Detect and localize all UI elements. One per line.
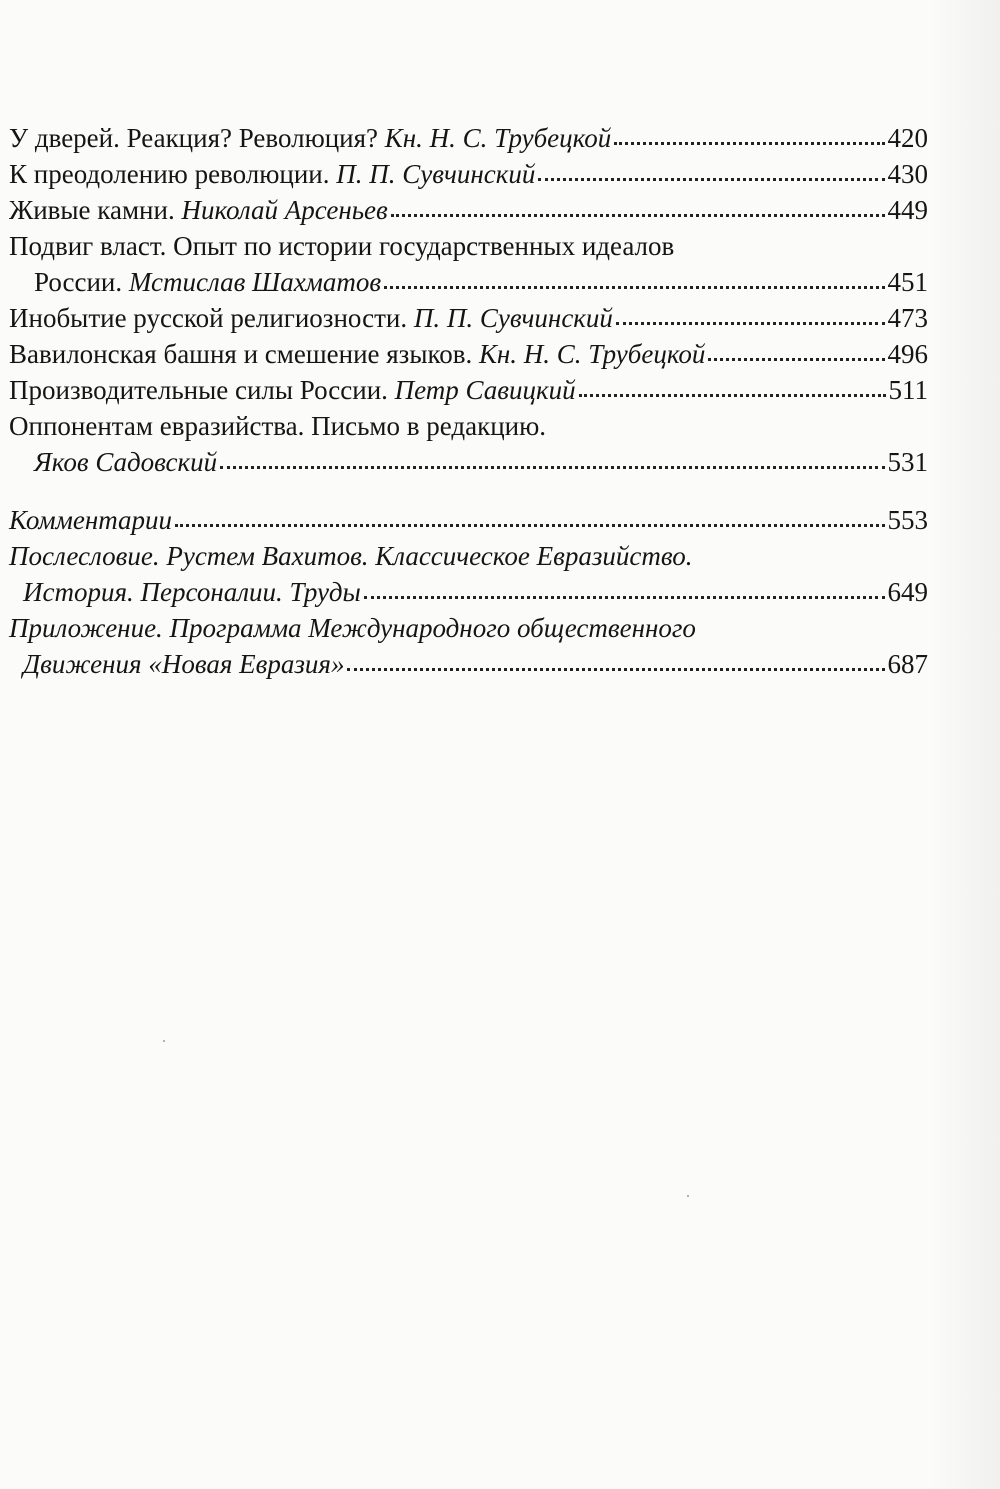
- toc-entry-author: Мстислав Шахматов: [128, 267, 382, 297]
- toc-entry-page: 511: [888, 375, 928, 405]
- toc-entry-title: Подвиг власт. Опыт по истории государственных идеалов: [9, 231, 675, 261]
- toc-line-continuation: [9, 646, 928, 682]
- paper-speck: [163, 1040, 165, 1042]
- toc-entry-title-cont: История. Персоналии. Труды: [23, 577, 361, 607]
- toc-entry-page: 473: [887, 303, 928, 333]
- toc-line: [9, 120, 928, 156]
- section-gap: [9, 480, 928, 502]
- toc-back-matter-entry[interactable]: [9, 502, 928, 538]
- toc-entry[interactable]: [9, 408, 928, 480]
- toc-entry-author: Кн. Н. С. Трубецкой: [384, 123, 612, 153]
- toc-entry-title: Оппонентам евразийства. Письмо в редакцию.: [9, 411, 547, 441]
- toc-line: [9, 372, 928, 408]
- toc-entry-title: Комментарии: [9, 505, 173, 535]
- toc-entry-page: 531: [887, 447, 928, 477]
- toc-entry-title: Послесловие. Рустем Вахитов. Классическое Евразийство.: [9, 541, 693, 571]
- dot-leader: [616, 322, 885, 325]
- dot-leader: [220, 466, 884, 469]
- toc-entry[interactable]: [9, 120, 928, 156]
- toc-line-continuation: [9, 444, 928, 480]
- dot-leader: [175, 524, 884, 527]
- toc-entry-page: 687: [887, 649, 928, 679]
- dot-leader: [708, 358, 884, 361]
- toc-line: [9, 408, 928, 444]
- toc-entry-page: 420: [887, 123, 928, 153]
- toc-entry-page: 553: [887, 505, 928, 535]
- toc-entry-author: П. П. Сувчинский: [336, 159, 536, 189]
- dot-leader: [614, 142, 884, 145]
- toc-entry-title-cont: России.: [34, 267, 123, 297]
- toc-entry-page: 451: [887, 267, 928, 297]
- toc-line: [9, 192, 928, 228]
- toc-line: [9, 156, 928, 192]
- dot-leader: [391, 214, 885, 217]
- toc-entry-title: К преодолению революции.: [9, 159, 330, 189]
- toc-entry-author: Кн. Н. С. Трубецкой: [478, 339, 706, 369]
- toc-entry-title: Производительные силы России.: [9, 375, 388, 405]
- toc-line: [9, 300, 928, 336]
- toc-line: [9, 228, 928, 264]
- toc-entry-author: П. П. Сувчинский: [413, 303, 613, 333]
- toc-line: [9, 610, 928, 646]
- toc-entry-page: 430: [887, 159, 928, 189]
- toc-entry-title-cont: Движения «Новая Евразия»: [23, 649, 345, 679]
- toc-line: [9, 538, 928, 574]
- toc-entry-page: 449: [887, 195, 928, 225]
- dot-leader: [364, 596, 885, 599]
- toc-entry[interactable]: [9, 372, 928, 408]
- toc-entry[interactable]: [9, 300, 928, 336]
- toc-entry-title: У дверей. Реакция? Революция?: [9, 123, 379, 153]
- toc-entry-title: Инобытие русской религиозности.: [9, 303, 408, 333]
- toc-entry-title: Приложение. Программа Международного общественного: [9, 613, 696, 643]
- toc-entry-author: Петр Савицкий: [394, 375, 576, 405]
- toc-entry[interactable]: [9, 192, 928, 228]
- dot-leader: [538, 178, 884, 181]
- toc-entry-title: Вавилонская башня и смешение языков.: [9, 339, 473, 369]
- toc-line: [9, 336, 928, 372]
- toc-entry-page: 496: [887, 339, 928, 369]
- toc-back-matter-entry[interactable]: [9, 538, 928, 610]
- dot-leader: [384, 286, 884, 289]
- dot-leader: [347, 668, 884, 671]
- toc-entry[interactable]: [9, 228, 928, 300]
- toc-line-continuation: [9, 264, 928, 300]
- toc-entry[interactable]: [9, 156, 928, 192]
- toc-entry[interactable]: [9, 336, 928, 372]
- paper-speck: [687, 1195, 689, 1197]
- toc-entry-author: Николай Арсеньев: [181, 195, 388, 225]
- toc-entry-author: Яков Садовский: [34, 447, 218, 477]
- toc-back-matter-entry[interactable]: [9, 610, 928, 682]
- toc-entry-title: Живые камни.: [9, 195, 175, 225]
- page-edge-shadow: [930, 0, 1000, 1489]
- table-of-contents: [9, 120, 928, 682]
- toc-line-continuation: [9, 574, 928, 610]
- toc-line: [9, 502, 928, 538]
- toc-entry-page: 649: [887, 577, 928, 607]
- dot-leader: [579, 394, 886, 397]
